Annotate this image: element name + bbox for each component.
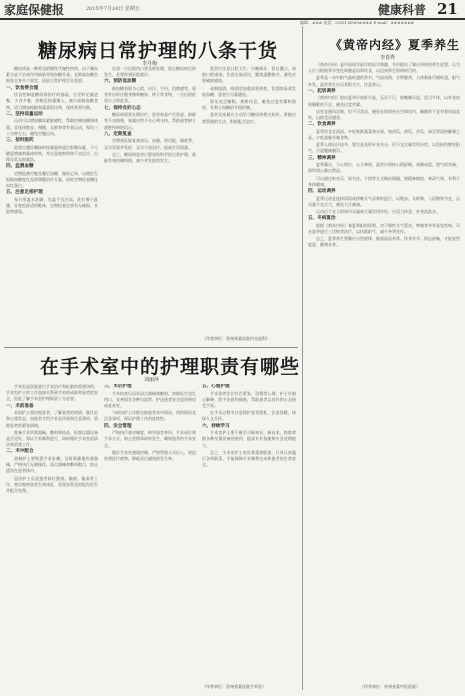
section-subheading: 五、注意足部护理 bbox=[6, 190, 43, 196]
body-paragraph: 定期到医院复查血压、血脂、肾功能、眼底等，及早发现并发症，及早干预治疗，提高生活质量。 bbox=[104, 138, 196, 150]
body-paragraph: 做好手术室感染控制，严格管理人员出入，规范处理医疗废物，降低术后感染的发生率。 bbox=[104, 449, 196, 462]
body-paragraph: 运动后不宜立即冲冷水澡或大量饮用冷饮，应适当休息，补充淡盐水。 bbox=[316, 209, 440, 215]
body-paragraph: 总之，糖尿病患者只要坚持科学的日常护理，就能有效控制病情，减少并发症的发生。 bbox=[104, 151, 196, 164]
section-subheading: 五、冬病夏治 bbox=[308, 216, 336, 222]
body-paragraph: 糖尿病需要长期治疗，患者容易产生焦虑、抑郁等不良情绪，家属应给予关心和支持，帮助患者树立战胜疾病的信心。 bbox=[104, 112, 196, 130]
article-body bbox=[104, 66, 196, 164]
body-paragraph: 准备手术所需器械、敷料和药品，检查仪器设备是否完好，保证手术顺利进行，同时做好手术室的清洁和消毒工作。 bbox=[6, 429, 98, 448]
article-title: 在手术室中的护理职责有哪些 bbox=[40, 356, 301, 378]
article-body bbox=[104, 384, 196, 462]
article-column bbox=[308, 62, 460, 680]
body-paragraph: 根据《黄帝内经》春夏养阳的原则，对于慢性支气管炎、哮喘等冬季易发疾病，可在夏季进行三伏贴等治疗，以扶助阳气，减少冬季发作。 bbox=[308, 222, 460, 235]
body-paragraph: 《黄帝内经》提出夏季应夜卧早起，无厌于日，即晚睡早起，适当午休，以补充夜间睡眠的不足，避免过度劳累。 bbox=[308, 95, 460, 107]
body-paragraph: 每日用温水洗脚，水温不宜过高，洗后擦干趾缝，穿宽松舒适的鞋袜，定期检查足部有无破损、水泡和感染。 bbox=[6, 197, 98, 215]
body-paragraph: 总之，手术室护士肩负着重要职责，只有认真履行各项职责，才能保障手术顺利完成和患者的生命安全。 bbox=[202, 449, 296, 468]
article-footnote: （作者单位：贵州省某医院内分泌科） bbox=[202, 336, 270, 341]
article-column bbox=[202, 384, 296, 680]
section-subheading: 八、定期复查 bbox=[104, 131, 132, 137]
body-paragraph: 患者应注意口腔卫生，早晚刷牙，饭后漱口，预防口腔感染。注意皮肤清洁，勤洗澡勤换衣，避免皮肤破损感染。 bbox=[202, 66, 296, 84]
column-rule-main bbox=[302, 26, 303, 690]
body-paragraph: 手术室护士要不断学习新知识、新技术，熟练掌握各种仪器设备的使用，提高专业技能和应急处理能力。 bbox=[202, 430, 296, 448]
article-column bbox=[104, 384, 196, 690]
section-subheading: 四、运动调养 bbox=[308, 189, 336, 195]
body-paragraph: 居室宜通风凉爽，但不可贪凉，避免长时间待在空调房内，睡眠时不宜对着风扇直吹，以防受凉感冒。 bbox=[308, 108, 460, 121]
body-paragraph: 运动可以增加胰岛素敏感性，帮助控制血糖和体重。宜选择散步、慢跑、太极拳等有氧运动，每次三十分钟左右，避免空腹运动。 bbox=[6, 118, 98, 136]
body-paragraph: 手术患者往往存在紧张、恐惧等心理，护士应耐心解释，给予安慰和鼓励，帮助患者以良好的心态接受手术。 bbox=[202, 390, 296, 408]
article-column bbox=[6, 66, 98, 342]
body-paragraph: 保证充足睡眠，规律作息，避免过度劳累和熬夜，有利于血糖的平稳控制。 bbox=[202, 99, 296, 111]
body-paragraph: 手术室是医院进行手术治疗和抢救的重要场所，手术室护士的工作直接关系到手术的成败和患者的安全，因此了解手术室护理职责十分必要。 bbox=[6, 384, 98, 402]
section-subheading: 一、起居调养 bbox=[308, 88, 336, 94]
section-subheading: 七、保持良好心态 bbox=[104, 105, 141, 111]
article-title: 糖尿病日常护理的八条干货 bbox=[38, 40, 279, 62]
article-column bbox=[104, 66, 196, 342]
section-name-left: 家庭保健报 bbox=[4, 3, 65, 17]
body-paragraph: 夏季饮食宜清淡，多吃新鲜蔬菜和水果，如西瓜、黄瓜、苦瓜、绿豆等清热解暑之品，少吃油腻辛辣食物。 bbox=[308, 128, 460, 141]
body-paragraph: 严格执行查对制度，核对患者身份、手术部位和手术方式，防止差错事故的发生，确保患者的手术安全。 bbox=[104, 430, 196, 448]
article-body bbox=[6, 66, 98, 216]
body-paragraph: 器械护士要熟悉手术步骤，及时准确地传递器械，严格执行无菌操作，清点器械和敷料数目，防止遗留在患者体内。 bbox=[6, 456, 98, 474]
body-paragraph: 戒烟限酒，吸烟会加重血管病变，饮酒容易诱发低血糖，患者应尽量避免。 bbox=[202, 85, 296, 97]
body-paragraph: 足部一旦出现伤口要及时处理，防止糖尿病足的发生，必要时到医院就诊。 bbox=[104, 66, 196, 78]
section-name-right: 健康科普 bbox=[378, 3, 427, 17]
article-body bbox=[202, 66, 296, 125]
article-title: 《黄帝内经》夏季养生 bbox=[330, 38, 461, 52]
article-byline: 李丹梅 bbox=[142, 61, 158, 67]
article-body bbox=[308, 62, 460, 249]
body-paragraph: 《黄帝内经》是中国现存最早的医学典籍，书中提出了顺应四时的养生思想，认为人应当根据季节变化调整起居和饮食，以达到养生防病的目的。 bbox=[308, 62, 460, 74]
section-subheading: 三、精神调养 bbox=[308, 155, 336, 161]
body-paragraph: 定期监测空腹及餐后血糖，做好记录，以便医生根据血糖变化及时调整治疗方案，同时定期检查糖化血红蛋白。 bbox=[6, 170, 98, 189]
body-paragraph: 巡回护士负责患者体位摆放、输液、输血等工作，密切观察患者生命体征，发现异常及时报告医生并配合处理。 bbox=[6, 475, 98, 494]
body-paragraph: 夏季人体出汗较多，要注意及时补充水分，但不宜过量饮用冷饮，以免损伤脾胃阳气，引起腹痛腹泻。 bbox=[308, 142, 460, 154]
section-subheading: 二、饮食调养 bbox=[308, 122, 336, 128]
article-footnote: （作者单位：贵州省某中医医院） bbox=[360, 684, 420, 689]
body-paragraph: 夏季是一年中阳气最旺盛的季节，气候炎热，万物繁茂，人体新陈代谢旺盛，阳气外发，此时养生应以养阳为主，注意养心。 bbox=[308, 75, 460, 87]
body-paragraph: 患者应遵医嘱按时按量服药或注射胰岛素，不可随意增减剂量或停药，并注意观察药物不良反应，出现异常及时就医。 bbox=[6, 144, 98, 163]
body-paragraph: 术前护士要访视患者，了解患者的病情、既往史和心理状态，向患者介绍手术室环境和注意事项，消除患者的紧张情绪。 bbox=[6, 410, 98, 428]
section-subheading: 六、持续学习 bbox=[202, 423, 230, 429]
article-byline: 刘丽萍 bbox=[144, 377, 160, 383]
editor-line: 编辑：### 电话：(0851)8589#### E-mail：####### bbox=[300, 20, 415, 25]
section-subheading: 二、坚持适量运动 bbox=[6, 111, 43, 117]
body-paragraph: 患者及家属应主动学习糖尿病相关知识，掌握自我管理的方法，积极配合治疗。 bbox=[202, 112, 296, 124]
section-subheading: 一、饮食要合理 bbox=[6, 85, 39, 91]
section-subheading: 四、安全管理 bbox=[104, 423, 132, 429]
section-subheading: 四、监测血糖 bbox=[6, 164, 34, 170]
body-paragraph: 低血糖表现为心慌、出汗、手抖、饥饿感等，患者外出时应随身携带糖果、饼干等食物，一旦出现症状应立即进食。 bbox=[104, 86, 196, 104]
body-paragraph: 在手术过程中注意保护患者隐私，注意保暖，体现人文关怀。 bbox=[202, 410, 296, 422]
section-subheading: 三、术后护理 bbox=[104, 384, 132, 389]
page-header bbox=[0, 0, 465, 20]
body-paragraph: 夏季属火，与心相应，心主神明，此时应保持心情舒畅，戒躁戒怒，使气机宣畅，即所谓心静自然凉。 bbox=[308, 162, 460, 174]
section-subheading: 一、术前准备 bbox=[6, 403, 34, 409]
body-paragraph: 总之，夏季养生要顺应自然规律，做到起居有常、饮食有节、情志舒畅，才能安然度夏，健康长寿。 bbox=[308, 236, 460, 248]
page-number: 21 bbox=[437, 0, 458, 18]
article-footnote: （作者单位：贵州省某医院手术室） bbox=[202, 684, 266, 689]
body-paragraph: 可以通过听音乐、练书法、下棋等方式陶冶情操，使精神愉悦，神清气和，有利于身体健康。 bbox=[308, 175, 460, 187]
body-paragraph: 手术结束后再次清点器械和敷料，协助医生包扎伤口，妥善固定各种引流管，护送患者安全返回病房或复苏室。 bbox=[104, 390, 196, 408]
body-paragraph: 夏季运动宜选择清晨或傍晚天气凉爽时进行，以散步、太极拳、八段锦等为宜，运动量不宜过大，避免大汗淋漓。 bbox=[308, 195, 460, 207]
article-byline: 李春秀 bbox=[380, 55, 396, 61]
article-column bbox=[6, 384, 98, 690]
article-body bbox=[6, 384, 98, 494]
section-subheading: 二、术中配合 bbox=[6, 449, 34, 455]
section-subheading: 三、按时服药 bbox=[6, 138, 34, 144]
article-divider bbox=[4, 347, 298, 348]
section-subheading: 五、心理护理 bbox=[202, 384, 230, 389]
issue-date: 2015年7月24日 星期五 bbox=[86, 6, 140, 12]
body-paragraph: 饮食控制是糖尿病治疗的基础，应定时定量进餐，少食多餐，控制总热量摄入，减少高脂高糖食物，适当增加粗粮和蔬菜的比例，保持营养均衡。 bbox=[6, 92, 98, 110]
section-subheading: 六、预防低血糖 bbox=[104, 79, 137, 85]
body-paragraph: 与病房护士详细交接患者术中情况、用药情况及注意事项，保证护理工作的连续性。 bbox=[104, 410, 196, 422]
article-body bbox=[202, 384, 296, 468]
body-paragraph: 糖尿病是一种常见的慢性代谢性疾病，由于胰岛素分泌不足或作用缺陷导致血糖升高。长期高血糖会损害全身多个器官，因此日常护理至关重要。 bbox=[6, 66, 98, 84]
article-column bbox=[202, 66, 296, 332]
